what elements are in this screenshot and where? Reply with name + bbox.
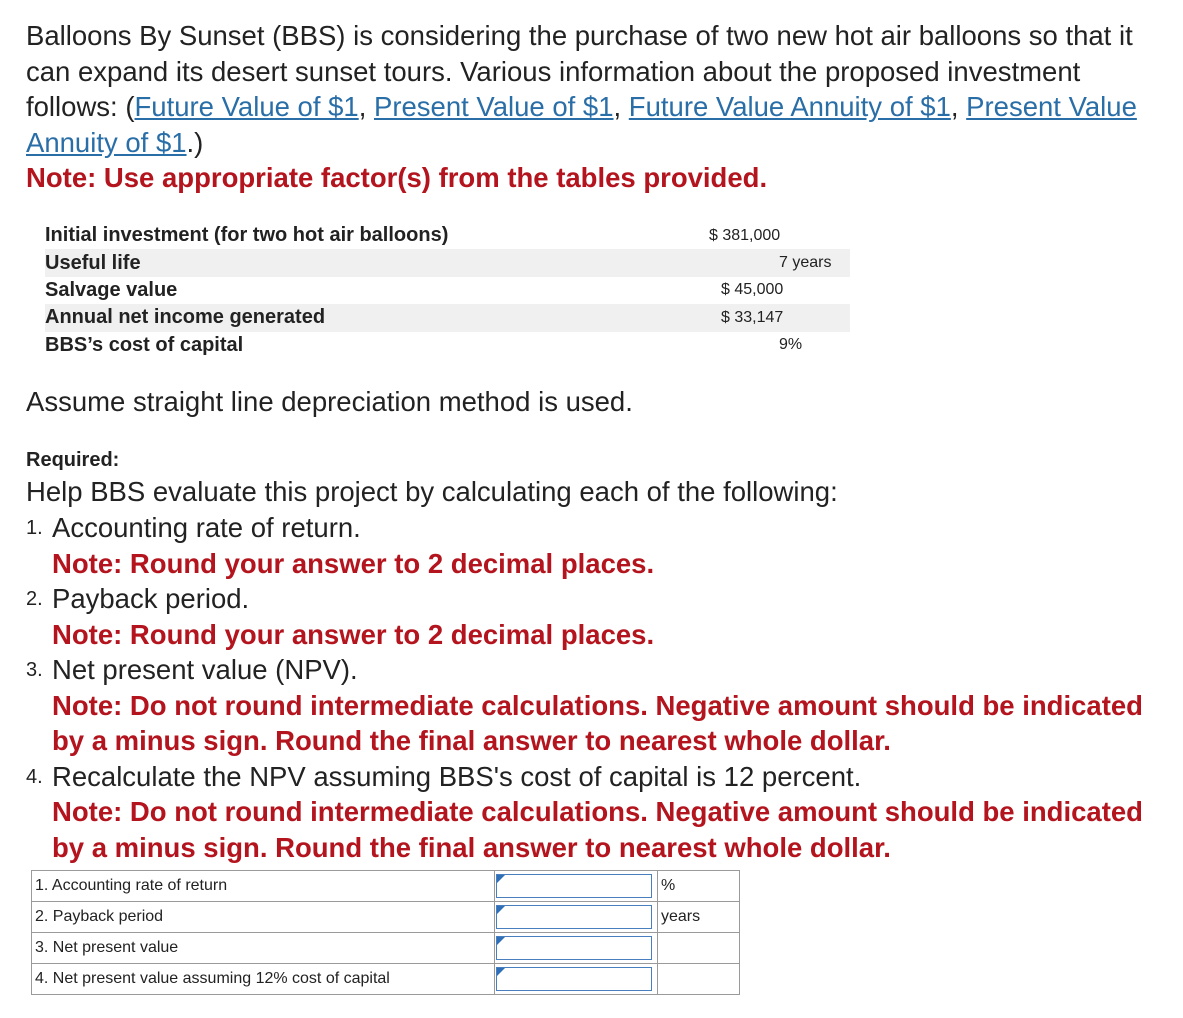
- answer-label: 2. Payback period: [32, 902, 495, 933]
- given-row: [45, 277, 850, 304]
- intro-close: .): [186, 126, 204, 158]
- given-label: Salvage value: [45, 278, 178, 301]
- link-future-value-annuity[interactable]: Future Value Annuity of $1: [628, 91, 951, 122]
- answer-label: 3. Net present value: [32, 933, 495, 964]
- given-label: Annual net income generated: [45, 304, 565, 331]
- given-value: 9%: [779, 336, 803, 354]
- link-separator: ,: [950, 91, 967, 122]
- input-marker-icon: [497, 875, 505, 883]
- link-separator: ,: [613, 91, 629, 122]
- depreciation-assumption: Assume straight line depreciation method is used.: [26, 386, 633, 417]
- factor-note: Note: Use appropriate factor(s) from the tables provided.: [26, 162, 768, 193]
- given-row: [45, 332, 850, 359]
- answer-input-cell[interactable]: [495, 871, 658, 902]
- item-note: Note: Round your answer to 2 decimal places.: [52, 547, 655, 579]
- intro-text: Balloons By Sunset (BBS) is considering the purchase of two new hot air balloons so that it can expand its desert sunset tours. Various information about the proposed investment follows: (: [26, 20, 1133, 122]
- item-number: 1.: [26, 517, 43, 539]
- item-text: Accounting rate of return.: [52, 512, 361, 543]
- input-marker-icon: [497, 968, 505, 976]
- accounting-rate-input[interactable]: [496, 874, 652, 898]
- given-label: Initial investment (for two hot air balloons): [45, 224, 449, 247]
- given-data-table: [45, 222, 850, 359]
- given-value: 7 years: [565, 249, 850, 276]
- given-label: BBS’s cost of capital: [45, 333, 244, 356]
- required-item: [26, 652, 1176, 759]
- problem-intro: [26, 18, 1166, 160]
- item-text: Recalculate the NPV assuming BBS's cost of capital is 12 percent.: [52, 760, 862, 792]
- answer-row: [32, 871, 740, 902]
- item-text: Payback period.: [52, 583, 250, 614]
- given-row: [45, 222, 850, 249]
- npv-input[interactable]: [496, 936, 652, 960]
- answer-unit: [658, 933, 740, 964]
- answer-label: 4. Net present value assuming 12% cost of capital: [32, 964, 495, 995]
- item-number: 4.: [26, 765, 43, 788]
- given-label: Useful life: [45, 249, 565, 276]
- answer-label: 1. Accounting rate of return: [32, 871, 495, 902]
- required-list: [26, 510, 1176, 865]
- answer-row: [32, 933, 740, 964]
- answer-input-cell[interactable]: [495, 964, 658, 995]
- answer-unit: years: [658, 902, 740, 933]
- given-value: $ 33,147: [565, 304, 850, 331]
- required-item: [26, 581, 1176, 652]
- required-instructions: Help BBS evaluate this project by calculating each of the following:: [26, 476, 838, 507]
- answer-row: [32, 902, 740, 933]
- item-text: Net present value (NPV).: [52, 654, 358, 685]
- required-heading: Required:: [26, 449, 120, 471]
- item-note: Note: Do not round intermediate calculations. Negative amount should be indicated by a minus sign. Round the final answer to nearest whole dollar.: [52, 796, 1143, 863]
- given-row: [45, 304, 850, 331]
- given-row: [45, 249, 850, 276]
- required-item: [26, 759, 1176, 866]
- answer-row: [32, 964, 740, 995]
- item-number: 2.: [26, 588, 43, 610]
- item-number: 3.: [26, 659, 43, 681]
- link-future-value[interactable]: Future Value of $1: [134, 91, 359, 122]
- given-value: $ 381,000: [709, 226, 781, 244]
- answer-input-cell[interactable]: [495, 933, 658, 964]
- npv-12-percent-input[interactable]: [496, 967, 652, 991]
- item-note: Note: Do not round intermediate calculations. Negative amount should be indicated by a minus sign. Round the final answer to nearest whole dollar.: [52, 689, 1143, 756]
- answer-unit: [658, 964, 740, 995]
- input-marker-icon: [497, 906, 505, 914]
- link-present-value-annuity[interactable]: Present Value Annuity of $1: [26, 91, 1137, 158]
- item-note: Note: Round your answer to 2 decimal places.: [52, 618, 655, 650]
- answer-input-cell[interactable]: [495, 902, 658, 933]
- input-marker-icon: [497, 937, 505, 945]
- given-value: $ 45,000: [721, 281, 784, 299]
- link-present-value[interactable]: Present Value of $1: [374, 91, 614, 122]
- required-item: [26, 510, 1176, 581]
- answer-unit: %: [658, 871, 740, 902]
- link-separator: ,: [358, 91, 374, 122]
- payback-period-input[interactable]: [496, 905, 652, 929]
- answer-table: [31, 870, 740, 995]
